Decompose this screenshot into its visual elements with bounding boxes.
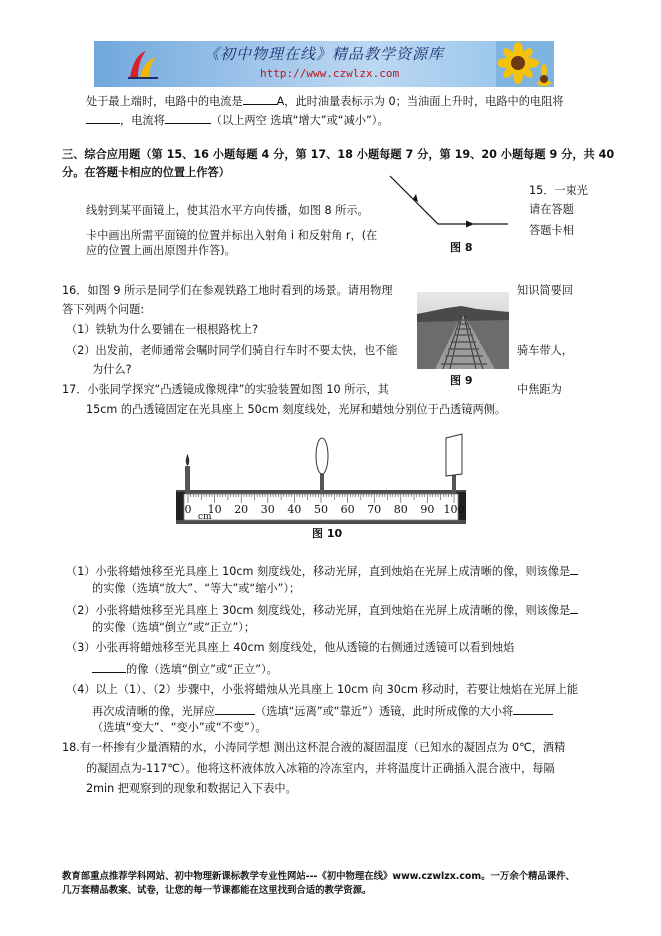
q16-line1: 16．如图 9 所示是同学们在参观铁路工地时看到的场景。请用物理 xyxy=(62,284,393,297)
q17-sub3: （3）小张再将蜡烛移至光具座上 40cm 刻度线处，他从透镜的右侧通过透镜可以看到烛焰 xyxy=(66,641,515,654)
convex-lens-icon xyxy=(316,438,328,474)
q16-sub2: （2）出发前，老师通常会嘱时同学们骑自行车时不要太快，也不能 xyxy=(66,344,398,357)
q16-right-4: 骑车带人， xyxy=(517,344,573,357)
q17-sub4-cont1 xyxy=(92,703,553,718)
q17-sub4-cont2: （选填“变大”、“变小”或“不变”）。 xyxy=(92,721,267,734)
site-logo-icon xyxy=(126,47,160,81)
q16-right-1: 知识简要回 xyxy=(517,284,573,297)
q17-sub4: （4）以上（1）、（2）步骤中，小张将蜡烛从光具座上 10cm 向 30cm 移动时，若要让烛焰在光屏上能 xyxy=(66,683,579,696)
q17-sub1-cont: 的实像（选填“放大”、“等大”或“缩小”）； xyxy=(92,582,301,595)
q15-line2: 卡中画出所需平面镜的位置并标出入射角 i 和反射角 r，(在 xyxy=(86,229,378,242)
ruler-tick-label: 30 xyxy=(260,503,275,516)
figure8-light-ray xyxy=(382,172,522,238)
ruler-tick-label: 40 xyxy=(287,503,302,516)
q14-text-d: （以上两空 选填“增大”或“减小”）。 xyxy=(210,114,389,127)
q18-line1: 18.有一杯掺有少量酒精的水，小涛同学想 测出这杯混合液的凝固温度（已知水的凝固点为 0℃，酒精 xyxy=(62,741,566,754)
q17-sub4-text-b: （选填“远离”或“靠近”）透镜，此时所成像的大小将 xyxy=(255,705,514,718)
q18-line2: 的凝固点为-117℃）。他将这杯液体放入冰箱的冷冻室内，并将温度计正确插入混合液中，每隔 xyxy=(86,762,555,775)
q14-text-b: A，此时油量表标示为 0；当油面上升时，电路中的电阻将 xyxy=(276,95,564,108)
lens-holder xyxy=(320,472,324,494)
ruler-tick-label: 70 xyxy=(367,503,382,516)
q15-line3: 应的位置上画出原图并作答)。 xyxy=(86,244,236,257)
q17-sub1 xyxy=(66,563,578,578)
q17-sub3-text: 的像（选填“倒立”或“正立”）。 xyxy=(126,663,278,676)
banner-title: 《初中物理在线》精品教学资源库 xyxy=(204,45,445,63)
figure10-optical-bench xyxy=(172,432,470,528)
ruler-tick-label: 50 xyxy=(314,503,328,516)
page-footer xyxy=(62,870,622,897)
q17-sub3-cont xyxy=(92,661,278,676)
candle-flame-icon xyxy=(186,454,190,466)
q17-sub2-cont: 的实像（选填“倒立”或“正立”）； xyxy=(92,621,256,634)
q16-line2: 答下列两个问题: xyxy=(62,303,145,316)
q15-right-2: 请在答题 xyxy=(529,203,574,216)
q17-line1: 17．小张同学探究“凸透镜成像规律”的实验装置如图 10 所示，其 xyxy=(62,383,389,396)
candle xyxy=(185,466,190,494)
ruler-unit: cm xyxy=(198,512,212,522)
q17-sub2 xyxy=(66,602,578,617)
sunflower-image xyxy=(496,41,554,87)
section3-heading-line1: 三、综合应用题（第 15、16 小题每题 4 分，第 17、18 小题每题 7 分，第 19、20 小题每题 9 分，共 40 xyxy=(62,148,615,161)
light-screen xyxy=(446,434,462,476)
q15-right-3: 答题卡相 xyxy=(529,224,574,237)
q14-text-c: ，电流将 xyxy=(120,114,165,127)
section3-heading-line2: 分。在答题卡相应的位置上作答） xyxy=(62,166,230,179)
blank-image-orientation[interactable] xyxy=(570,602,578,614)
ruler-tick-label: 80 xyxy=(393,503,408,516)
blank-virtual-image[interactable] xyxy=(92,661,126,673)
q16-sub2-cont: 为什么? xyxy=(92,363,132,376)
q14-line2 xyxy=(86,112,389,127)
figure9-caption: 图 9 xyxy=(450,374,473,387)
blank-current[interactable] xyxy=(243,93,277,105)
q14-line1 xyxy=(86,93,563,108)
q17-line2: 15cm 的凸透镜固定在光具座上 50cm 刻度线处，光屏和蜡烛分别位于凸透镜两侧。 xyxy=(86,403,507,416)
blank-current-change[interactable] xyxy=(165,112,211,124)
ruler-tick-label: 60 xyxy=(340,503,355,516)
header-banner xyxy=(94,41,554,87)
figure9-railway-photo xyxy=(417,292,509,369)
blank-resistance[interactable] xyxy=(86,112,120,124)
footer-line1: 教育部重点推荐学科网站、初中物理新课标教学专业性网站---《初中物理在线》www.czwlzx.com。一万余个精品课件、 xyxy=(62,871,575,882)
ruler-tick-label: 90 xyxy=(420,503,435,516)
q16-sub1: （1）铁轨为什么要铺在一根根路枕上? xyxy=(66,323,259,336)
banner-url[interactable]: http://www.czwlzx.com xyxy=(260,67,400,80)
blank-image-size[interactable] xyxy=(570,563,578,575)
q18-line3: 2min 把观察到的现象和数据记入下表中。 xyxy=(86,782,297,795)
q17-right-1: 中焦距为 xyxy=(517,383,562,396)
blank-screen-move[interactable] xyxy=(215,703,255,715)
q17-sub2-text: （2）小张将蜡烛移至光具座上 30cm 刻度线处，移动光屏，直到烛焰在光屏上成清晰的像，则该像是 xyxy=(66,604,571,617)
q15-line1: 线射到某平面镜上，使其沿水平方向传播，如图 8 所示。 xyxy=(86,204,369,217)
q17-sub1-text: （1）小张将蜡烛移至光具座上 10cm 刻度线处，移动光屏，直到烛焰在光屏上成清晰的像，则该像是 xyxy=(66,565,571,578)
q15-right-1: 15．一束光 xyxy=(529,184,588,197)
q14-text-a: 处于最上端时，电路中的电流是 xyxy=(86,95,243,108)
footer-line2: 几万套精品教案、试卷，让您的每一节课都能在这里找到合适的教学资源。 xyxy=(62,884,372,896)
blank-image-change[interactable] xyxy=(513,703,553,715)
ruler-tick-label: 100 xyxy=(443,503,465,516)
ruler-tick-label: 10 xyxy=(207,503,222,516)
figure8-caption: 图 8 xyxy=(450,241,473,254)
ruler-tick-label: 20 xyxy=(234,503,249,516)
ruler-tick-label: 0 xyxy=(184,503,192,516)
q17-sub4-text-a: 再次成清晰的像，光屏应 xyxy=(92,705,216,718)
figure10-caption: 图 10 xyxy=(312,527,343,540)
